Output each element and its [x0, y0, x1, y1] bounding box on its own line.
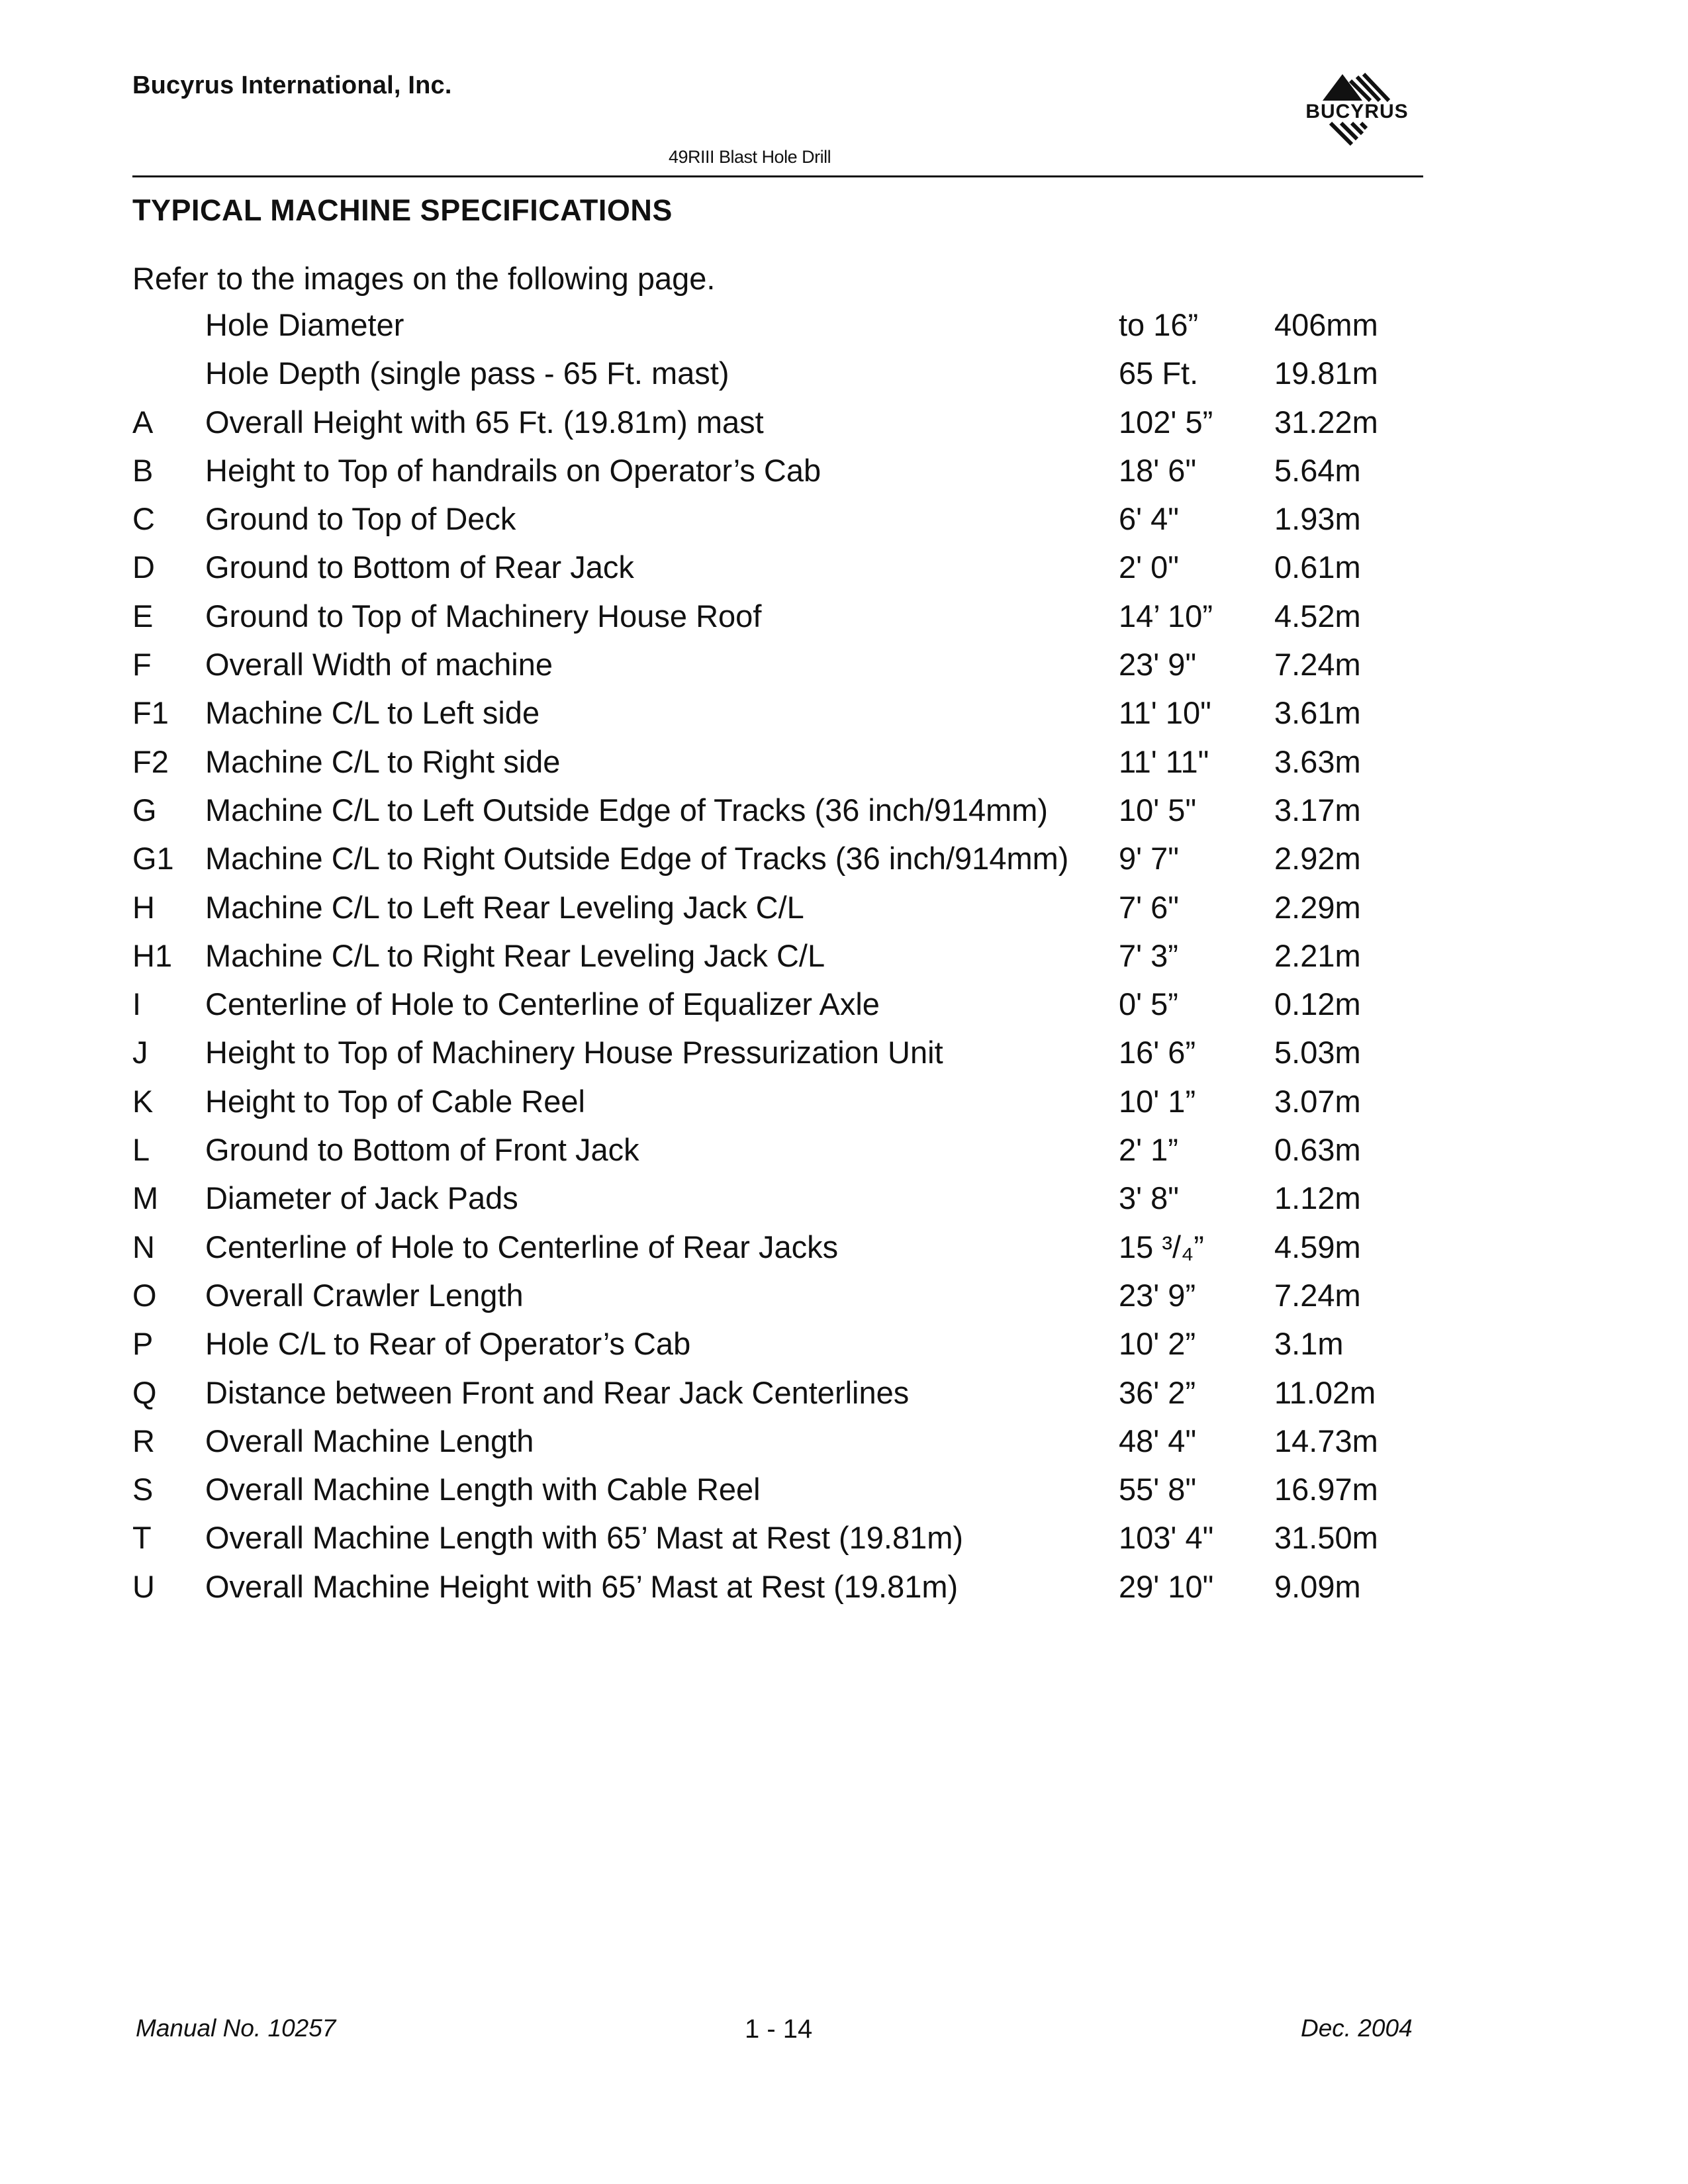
spec-row: [132, 1514, 1423, 1562]
spec-metric: 7.24m: [1274, 1277, 1361, 1313]
spec-row: [132, 738, 1423, 786]
spec-letter: M: [132, 1180, 159, 1216]
spec-metric: 0.12m: [1274, 986, 1361, 1022]
spec-letter: A: [132, 404, 154, 440]
spec-row: [132, 932, 1423, 980]
spec-metric: 4.59m: [1274, 1229, 1361, 1264]
spec-description: Hole Diameter: [205, 307, 404, 342]
spec-row: [132, 1126, 1423, 1174]
spec-imperial: 6' 4": [1119, 501, 1179, 537]
spec-imperial: 9' 7": [1119, 841, 1179, 877]
spec-imperial: 65 Ft.: [1119, 356, 1199, 391]
spec-imperial: 102' 5”: [1119, 404, 1213, 440]
spec-row: [132, 1078, 1423, 1126]
spec-letter: S: [132, 1472, 154, 1507]
spec-row: [132, 593, 1423, 641]
spec-imperial: 7' 3”: [1119, 937, 1178, 973]
document-subtitle: 49RIII Blast Hole Drill: [669, 147, 831, 167]
spec-metric: 3.63m: [1274, 743, 1361, 779]
spec-description: Overall Machine Length with 65’ Mast at Rest (19.81m): [205, 1520, 964, 1556]
spec-imperial: 103' 4": [1119, 1520, 1214, 1556]
spec-table: [132, 301, 1423, 1611]
intro-text: Refer to the images on the following page.: [132, 261, 716, 296]
spec-metric: 1.93m: [1274, 501, 1361, 537]
spec-imperial: 10' 5": [1119, 792, 1197, 828]
spec-description: Overall Machine Length with Cable Reel: [205, 1472, 761, 1507]
spec-row: [132, 884, 1423, 932]
spec-description: Distance between Front and Rear Jack Centerlines: [205, 1374, 910, 1410]
spec-letter: N: [132, 1229, 155, 1264]
spec-metric: 14.73m: [1274, 1423, 1378, 1458]
manual-number: Manual No. 10257: [136, 2015, 336, 2042]
spec-letter: J: [132, 1035, 148, 1070]
spec-description: Machine C/L to Left Outside Edge of Tracks (36 inch/914mm): [205, 792, 1049, 828]
spec-row: [132, 544, 1423, 592]
spec-row: [132, 350, 1423, 398]
spec-letter: U: [132, 1568, 155, 1604]
spec-metric: 2.92m: [1274, 841, 1361, 877]
spec-metric: 11.02m: [1274, 1374, 1376, 1410]
spec-metric: 2.29m: [1274, 889, 1361, 925]
spec-description: Centerline of Hole to Centerline of Rear Jacks: [205, 1229, 839, 1264]
section-title: TYPICAL MACHINE SPECIFICATIONS: [132, 193, 673, 227]
spec-metric: 3.61m: [1274, 695, 1361, 731]
spec-metric: 406mm: [1274, 307, 1378, 342]
spec-description: Machine C/L to Right Rear Leveling Jack C/L: [205, 937, 825, 973]
spec-row: [132, 1466, 1423, 1514]
spec-letter: O: [132, 1277, 157, 1313]
spec-row: [132, 980, 1423, 1029]
spec-imperial: 10' 2”: [1119, 1326, 1196, 1362]
spec-description: Machine C/L to Right side: [205, 743, 561, 779]
spec-row: [132, 641, 1423, 689]
spec-description: Overall Width of machine: [205, 647, 553, 683]
spec-metric: 4.52m: [1274, 598, 1361, 634]
spec-description: Hole C/L to Rear of Operator’s Cab: [205, 1326, 691, 1362]
spec-imperial: 36' 2”: [1119, 1374, 1196, 1410]
spec-imperial: to 16”: [1119, 307, 1199, 342]
spec-imperial: 15 ³/₄”: [1119, 1229, 1204, 1264]
spec-imperial: 23' 9”: [1119, 1277, 1196, 1313]
spec-description: Ground to Bottom of Rear Jack: [205, 549, 634, 585]
spec-description: Ground to Top of Deck: [205, 501, 516, 537]
spec-row: [132, 689, 1423, 737]
spec-metric: 31.50m: [1274, 1520, 1378, 1556]
spec-imperial: 11' 10": [1119, 695, 1211, 731]
spec-imperial: 55' 8": [1119, 1472, 1197, 1507]
spec-row: [132, 1174, 1423, 1223]
spec-row: [132, 1029, 1423, 1077]
spec-imperial: 14’ 10”: [1119, 598, 1213, 634]
spec-letter: C: [132, 501, 155, 537]
spec-row: [132, 447, 1423, 495]
spec-metric: 3.07m: [1274, 1083, 1361, 1119]
spec-row: [132, 1369, 1423, 1417]
spec-metric: 7.24m: [1274, 647, 1361, 683]
spec-imperial: 48' 4": [1119, 1423, 1197, 1458]
spec-letter: F1: [132, 695, 169, 731]
company-name: Bucyrus International, Inc.: [132, 71, 452, 99]
spec-imperial: 10' 1”: [1119, 1083, 1196, 1119]
spec-metric: 3.1m: [1274, 1326, 1344, 1362]
spec-metric: 1.12m: [1274, 1180, 1361, 1216]
spec-imperial: 29' 10": [1119, 1568, 1214, 1604]
spec-row: [132, 786, 1423, 835]
spec-letter: H1: [132, 937, 173, 973]
spec-imperial: 0' 5”: [1119, 986, 1178, 1022]
spec-description: Machine C/L to Right Outside Edge of Tracks (36 inch/914mm): [205, 841, 1069, 877]
spec-letter: F: [132, 647, 152, 683]
spec-metric: 5.03m: [1274, 1035, 1361, 1070]
spec-letter: D: [132, 549, 155, 585]
spec-row: [132, 301, 1423, 350]
spec-description: Machine C/L to Left side: [205, 695, 540, 731]
header-rule: [132, 175, 1423, 177]
spec-letter: T: [132, 1520, 152, 1556]
spec-imperial: 2' 1”: [1119, 1132, 1178, 1168]
spec-description: Ground to Top of Machinery House Roof: [205, 598, 762, 634]
spec-description: Machine C/L to Left Rear Leveling Jack C/L: [205, 889, 804, 925]
spec-metric: 9.09m: [1274, 1568, 1361, 1604]
spec-description: Centerline of Hole to Centerline of Equalizer Axle: [205, 986, 880, 1022]
spec-letter: F2: [132, 743, 169, 779]
spec-description: Height to Top of handrails on Operator’s Cab: [205, 452, 821, 488]
spec-metric: 2.21m: [1274, 937, 1361, 973]
spec-metric: 0.61m: [1274, 549, 1361, 585]
footer-date: Dec. 2004: [1301, 2015, 1413, 2042]
spec-row: [132, 835, 1423, 883]
spec-letter: P: [132, 1326, 154, 1362]
spec-row: [132, 1417, 1423, 1466]
spec-metric: 5.64m: [1274, 452, 1361, 488]
spec-imperial: 2' 0": [1119, 549, 1179, 585]
spec-description: Hole Depth (single pass - 65 Ft. mast): [205, 356, 729, 391]
spec-letter: I: [132, 986, 142, 1022]
spec-letter: B: [132, 452, 154, 488]
spec-letter: K: [132, 1083, 154, 1119]
spec-metric: 31.22m: [1274, 404, 1378, 440]
spec-imperial: 7' 6": [1119, 889, 1179, 925]
spec-letter: G: [132, 792, 157, 828]
spec-letter: E: [132, 598, 154, 634]
spec-letter: Q: [132, 1374, 157, 1410]
spec-imperial: 18' 6": [1119, 452, 1197, 488]
spec-metric: 19.81m: [1274, 356, 1378, 391]
spec-row: [132, 1272, 1423, 1320]
spec-letter: L: [132, 1132, 150, 1168]
spec-description: Ground to Bottom of Front Jack: [205, 1132, 639, 1168]
spec-imperial: 11' 11": [1119, 743, 1209, 779]
spec-imperial: 3' 8": [1119, 1180, 1179, 1216]
spec-row: [132, 1320, 1423, 1368]
spec-metric: 3.17m: [1274, 792, 1361, 828]
spec-description: Overall Crawler Length: [205, 1277, 524, 1313]
svg-text:BUCYRUS: BUCYRUS: [1305, 101, 1409, 122]
spec-row: [132, 495, 1423, 544]
spec-description: Height to Top of Cable Reel: [205, 1083, 585, 1119]
spec-row: [132, 1563, 1423, 1611]
spec-description: Overall Height with 65 Ft. (19.81m) mast: [205, 404, 764, 440]
bucyrus-logo: [1291, 66, 1423, 152]
spec-letter: R: [132, 1423, 155, 1458]
spec-metric: 16.97m: [1274, 1472, 1378, 1507]
spec-description: Height to Top of Machinery House Pressurization Unit: [205, 1035, 943, 1070]
spec-metric: 0.63m: [1274, 1132, 1361, 1168]
spec-description: Overall Machine Length: [205, 1423, 534, 1458]
spec-imperial: 16' 6”: [1119, 1035, 1196, 1070]
spec-description: Overall Machine Height with 65’ Mast at Rest (19.81m): [205, 1568, 959, 1604]
spec-row: [132, 1223, 1423, 1272]
spec-letter: G1: [132, 841, 174, 877]
page-number: 1 - 14: [745, 2015, 813, 2044]
spec-row: [132, 399, 1423, 447]
spec-letter: H: [132, 889, 155, 925]
spec-imperial: 23' 9": [1119, 647, 1197, 683]
spec-description: Diameter of Jack Pads: [205, 1180, 518, 1216]
